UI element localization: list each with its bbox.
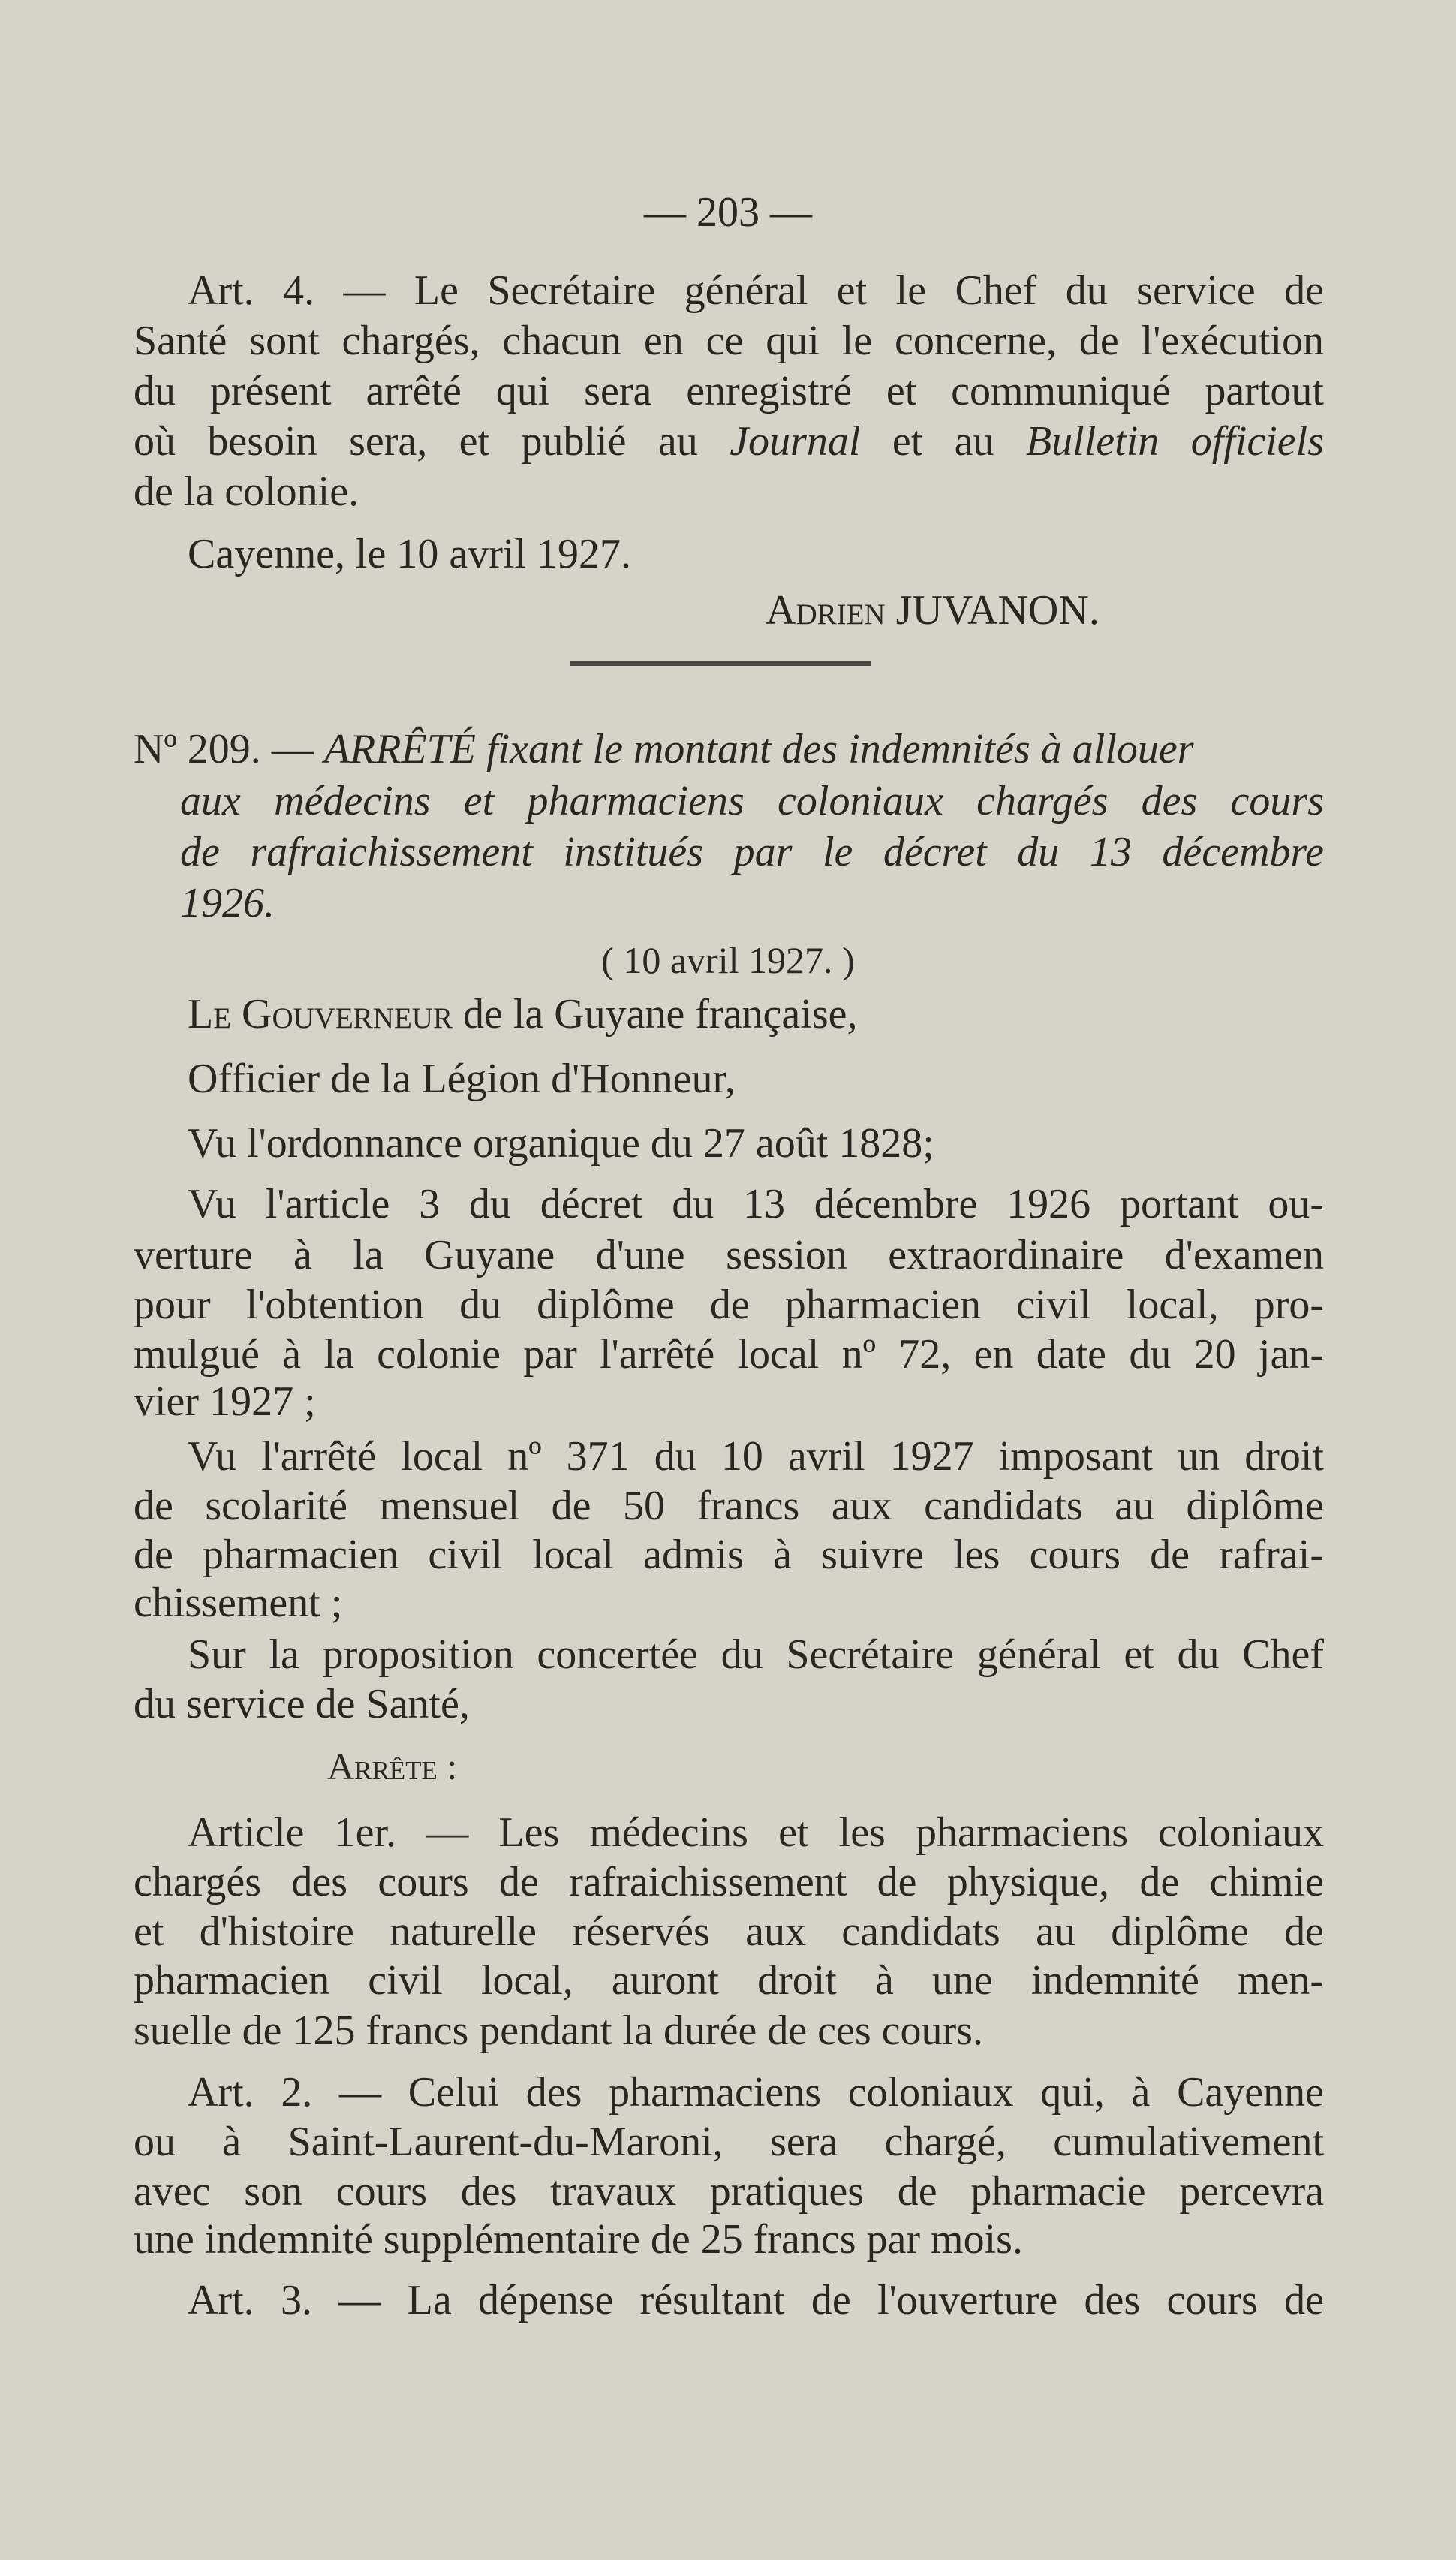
article-line-9: une indemnité supplémentaire de 25 francs par mois.	[134, 2216, 1023, 2263]
section-rule	[570, 661, 871, 666]
bulletin-word: Bulletin officiels	[1025, 418, 1324, 465]
art4-line-3: du présent arrêté qui sera enregistré et communiqué partout	[134, 368, 1324, 414]
art4-line-4-start: où besoin sera, et publié au	[134, 418, 730, 465]
considerant-line-11: Sur la proposition concertée du Secrétaire général et du Chef	[188, 1631, 1324, 1678]
signature: Adrien JUVANON.	[766, 587, 1100, 634]
article-line-2: chargés des cours de rafraichissement de physique, de chimie	[134, 1859, 1324, 1905]
considerant-line-7: Vu l'arrêté local nº 371 du 10 avril 1927 imposant un droit	[188, 1433, 1324, 1480]
art4-line-4-mid: et au	[860, 418, 1026, 465]
arrete-heading: Arrête :	[327, 1745, 458, 1787]
article-line-8: avec son cours des travaux pratiques de pharmacie percevra	[134, 2168, 1324, 2215]
considerant-line-3: verture à la Guyane d'une session extraordinaire d'examen	[134, 1232, 1324, 1278]
considerant-line-4: pour l'obtention du diplôme de pharmacien civil local, pro-	[134, 1282, 1324, 1328]
art4-line-4	[134, 415, 1324, 468]
arrete-date: ( 10 avril 1927. )	[601, 939, 855, 981]
arrete-number: Nº 209.	[134, 726, 261, 773]
gouverneur-line	[188, 988, 857, 1041]
article-line-1: Article 1er. — Les médecins et les pharmaciens coloniaux	[188, 1809, 1324, 1856]
article-line-10: Art. 3. — La dépense résultant de l'ouverture des cours de	[188, 2277, 1324, 2324]
considerant-line-10: chissement ;	[134, 1580, 343, 1626]
article-line-7: ou à Saint-Laurent-du-Maroni, sera chargé, cumulativement	[134, 2119, 1324, 2165]
place-date: Cayenne, le 10 avril 1927.	[188, 531, 631, 577]
considerant-line-9: de pharmacien civil local admis à suivre les cours de rafrai-	[134, 1531, 1324, 1578]
arrete-title-text-1: ARRÊTÉ fixant le montant des indemnités à allouer	[323, 726, 1194, 773]
considerant-line-6: vier 1927 ;	[134, 1378, 316, 1425]
considerant-line-5: mulgué à la colonie par l'arrêté local nº 72, en date du 20 jan-	[134, 1331, 1324, 1378]
officier-line: Officier de la Légion d'Honneur,	[188, 1056, 736, 1102]
considerant-line-2: Vu l'article 3 du décret du 13 décembre 1926 portant ou-	[188, 1181, 1324, 1227]
article-line-3: et d'histoire naturelle réservés aux candidats au diplôme de	[134, 1908, 1324, 1955]
arrete-title-line-1	[134, 723, 1324, 776]
article-line-4: pharmacien civil local, auront droit à une indemnité men-	[134, 1957, 1324, 2004]
considerant-line-1: Vu l'ordonnance organique du 27 août 1828;	[188, 1120, 934, 1167]
art4-line-2: Santé sont chargés, chacun en ce qui le concerne, de l'exécution	[134, 318, 1324, 364]
article-line-6: Art. 2. — Celui des pharmaciens coloniaux qui, à Cayenne	[188, 2069, 1324, 2116]
arrete-title-line-4: 1926.	[180, 880, 275, 926]
art4-line-1: Art. 4. — Le Secrétaire général et le Chef du service de	[188, 267, 1324, 314]
arrete-title-line-3: de rafraichissement institués par le décret du 13 décembre	[180, 829, 1324, 875]
journal-word: Journal	[730, 418, 861, 465]
considerant-line-12: du service de Santé,	[134, 1681, 470, 1727]
arrete-dash: —	[260, 726, 324, 773]
considerant-line-8: de scolarité mensuel de 50 francs aux candidats au diplôme	[134, 1483, 1324, 1529]
gouverneur-rest: de la Guyane française,	[452, 991, 858, 1038]
gouverneur-title: Le Gouverneur	[188, 991, 453, 1038]
page-number: — 203 —	[644, 189, 812, 236]
arrete-title-line-2: aux médecins et pharmaciens coloniaux chargés des cours	[180, 778, 1324, 824]
art4-line-5: de la colonie.	[134, 468, 359, 515]
article-line-5: suelle de 125 francs pendant la durée de ces cours.	[134, 2007, 983, 2054]
